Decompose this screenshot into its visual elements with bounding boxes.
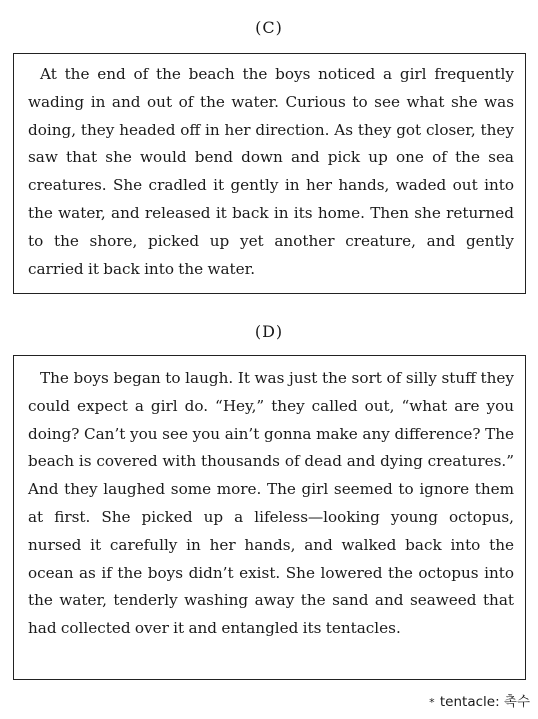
passage-d-text: The boys began to laugh. It was just the sort of silly stuff they could expect a girl do. “Hey,” they called out, “what are you doing? Can’t you see you ain’t gonna make any difference? The beach is covered with thousands of dead and dying creatures.” And they laughed some more. The girl seemed to ignore them at first. She picked up a lifeless—looking young octopus, nursed it carefully in her hands, and walked back into the ocean as if the boys didn’t exist. She lowered the octopus into the water, tenderly washing away the sand and seaweed that had collected over it and entangled its tentacles. (28, 369, 514, 638)
passage-c-label: (C) (255, 18, 283, 37)
footnote (429, 693, 530, 712)
passage-c-box (13, 53, 526, 294)
footnote-marker: * (429, 696, 435, 709)
footnote-text: tentacle: 촉수 (439, 694, 530, 710)
passage-d-box (13, 355, 526, 680)
passage-c-text: At the end of the beach the boys noticed a girl frequently wading in and out of the water. Curious to see what she was doing, they headed off in her direction. As they got closer, they saw that she would bend down and pick up one of the sea creatures. She cradled it gently in her hands, waded out into the water, and released it back in its home. Then she returned to the shore, picked up yet another creature, and gently carried it back into the water. (28, 65, 514, 278)
passage-d-label: (D) (254, 322, 284, 341)
